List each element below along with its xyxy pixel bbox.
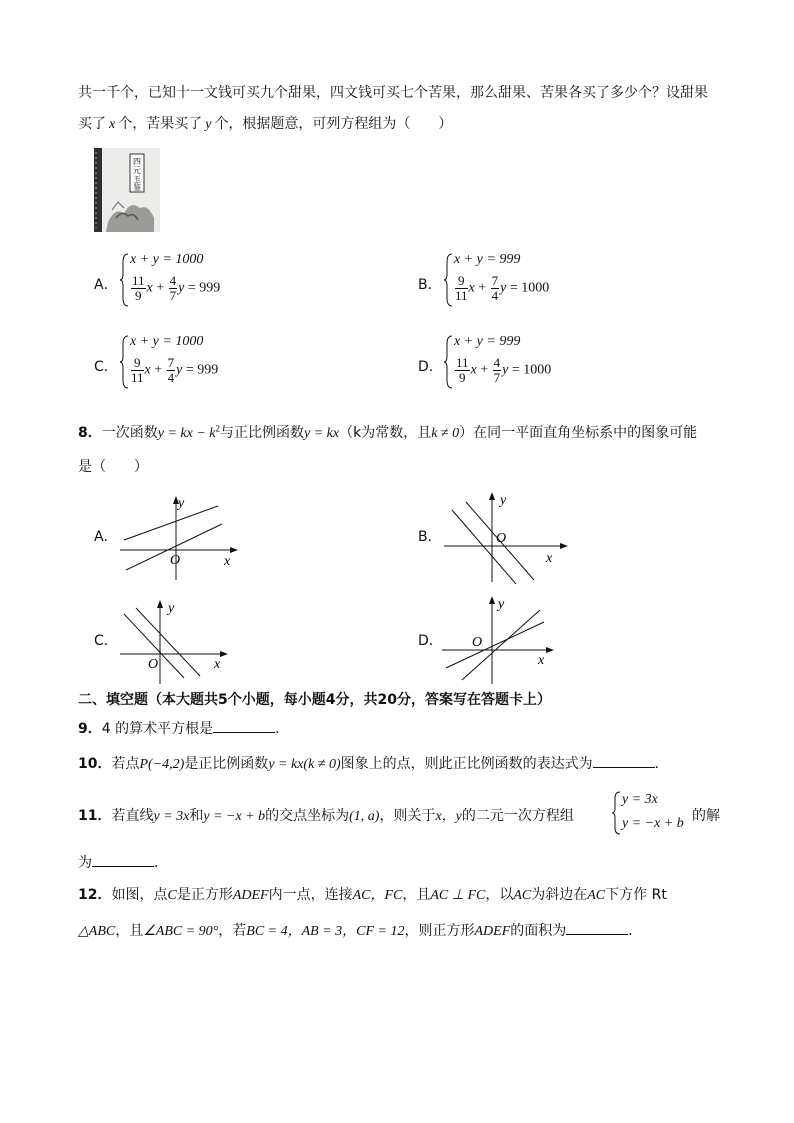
q8-line2: 是（ ）	[78, 459, 148, 475]
origin-label: O	[472, 635, 483, 650]
equation-system-d: x + y = 999 $\frac{11}{9}$ x + $\frac{4}{7}$ y = 1000	[444, 334, 584, 390]
answer-blank[interactable]	[213, 718, 275, 733]
answer-blank[interactable]	[92, 852, 154, 867]
brace-icon	[120, 334, 130, 390]
y-axis-label: y	[500, 493, 507, 508]
y-axis-label: y	[498, 597, 505, 612]
brace-icon	[444, 252, 454, 308]
graph-b	[438, 490, 578, 584]
svg-text:鉴: 鉴	[133, 183, 141, 192]
book-cover-illustration	[94, 148, 160, 232]
equation-system-c: x + y = 1000 $\frac{9}{11}$ x + $\frac{7}{4}$ y = 999	[120, 334, 260, 390]
y-axis-label: y	[178, 496, 185, 511]
brace-icon	[444, 334, 454, 390]
equation-system-b: x + y = 999 $\frac{9}{11}$ x + $\frac{7}{4}$ y = 1000	[444, 252, 584, 308]
q11-equation-system: y = 3x y = −x + b	[612, 790, 698, 836]
y-axis-label: y	[168, 601, 175, 616]
x-axis-label: x	[538, 653, 545, 668]
origin-label: O	[148, 657, 159, 672]
svg-text:元: 元	[133, 166, 141, 175]
equation-system-a: x + y = 1000 $\frac{11}{9}$ x + $\frac{4}{7}$ y = 999	[120, 252, 260, 308]
origin-label: O	[170, 553, 181, 568]
x-axis-label: x	[224, 554, 231, 569]
graph-c	[118, 598, 238, 686]
graph-d	[440, 594, 570, 686]
q7-line1: 共一千个，已知十一文钱可买九个甜果，四文钱可买七个苦果，那么甜果、苦果各买了多少个？设甜果	[78, 85, 708, 101]
book-cover-image	[94, 148, 160, 232]
q10: 10．若点P(−4,2)是正比例函数y = kx(k ≠ 0)图象上的点，则此正比例函数的表达式为 ．	[78, 753, 669, 773]
section-header: 二、填空题（本大题共5个小题，每小题4分，共20分，答案写在答题卡上）	[78, 692, 551, 708]
q12-line1: 12．如图，点C是正方形ADEF内一点，连接AC，FC，且AC ⊥ FC，以AC为斜边在AC下方作 Rt	[78, 887, 667, 903]
answer-blank[interactable]	[566, 920, 628, 935]
brace-icon	[120, 252, 130, 308]
q12-line2: △ABC，且∠ABC = 90°，若BC = 4，AB = 3，CF = 12，则正方形ADEF的面积为 ．	[78, 920, 642, 940]
svg-text:四: 四	[133, 157, 141, 166]
answer-blank[interactable]	[593, 753, 655, 768]
x-axis-label: x	[214, 657, 221, 672]
q8-line1: 8．一次函数y = kx − $k^2$与正比例函数y = kx（k为常数，且k ≠ 0）在同一平面直角坐标系中的图象可能	[78, 423, 698, 441]
brace-icon	[612, 790, 622, 836]
q7-line2: 买了 x 个，苦果买了 y 个，根据题意，可列方程组为（ ）	[78, 116, 453, 132]
q11-tail: 的解	[692, 808, 720, 824]
origin-label: O	[496, 531, 507, 546]
q9: 9．4 的算术平方根是 ．	[78, 718, 289, 738]
svg-text:玉: 玉	[133, 175, 141, 184]
q11-line2: 为 ．	[78, 852, 168, 872]
graph-a	[120, 492, 250, 582]
q11-line1: 11．若直线y = 3x和y = −x + b的交点坐标为(1, a)，则关于x，y的二元一次方程组	[78, 808, 574, 824]
x-axis-label: x	[546, 551, 553, 566]
